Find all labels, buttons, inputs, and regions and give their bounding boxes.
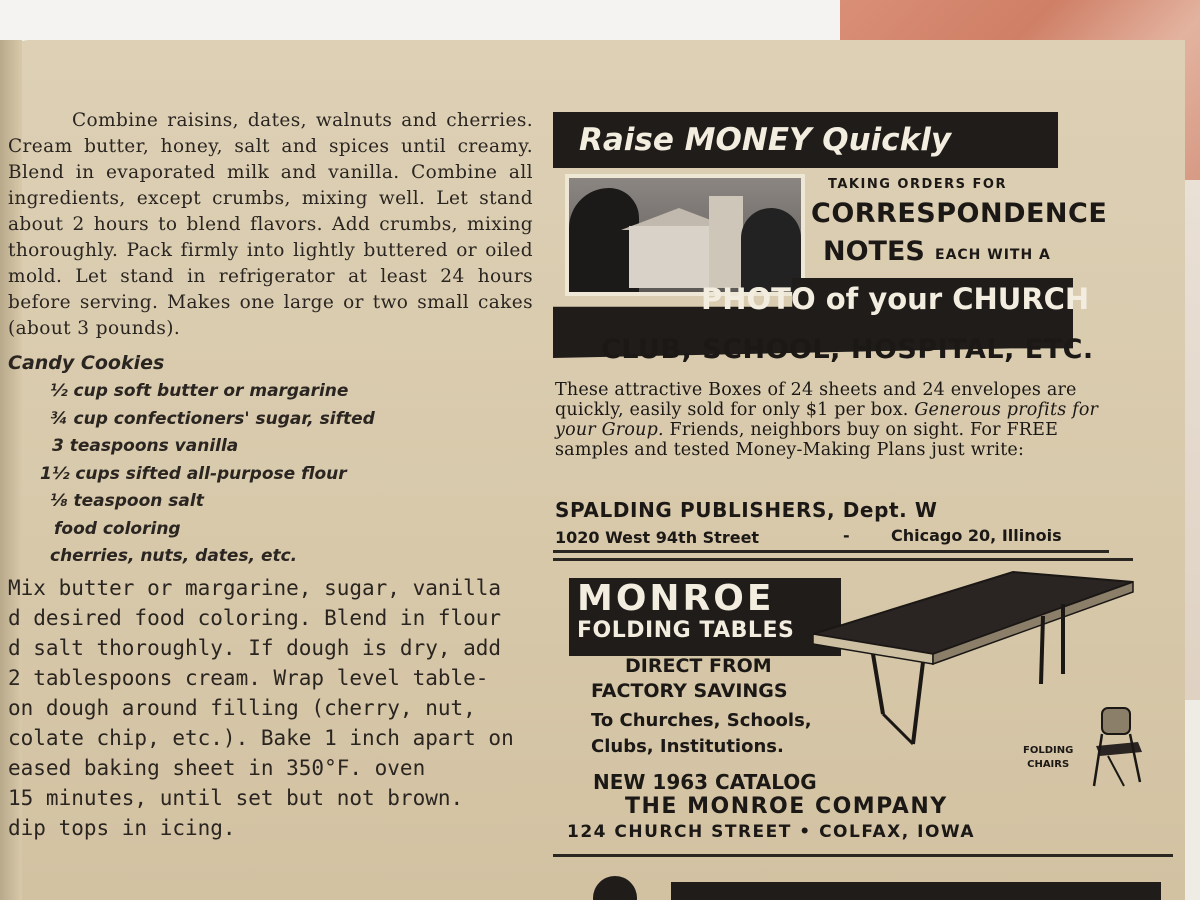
method-line: dip tops in icing. <box>8 815 236 840</box>
divider-rule <box>553 854 1173 857</box>
monroe-brand: MONROE <box>577 578 775 619</box>
method-line: on dough around filling (cherry, nut, <box>8 695 476 720</box>
company-address: 124 CHURCH STREET • COLFAX, IOWA <box>567 822 976 842</box>
method-line: colate chip, etc.). Bake 1 inch apart on <box>8 725 514 750</box>
notes-text: NOTES <box>823 236 925 267</box>
ingredient-item: food coloring <box>54 518 181 539</box>
recipe-title: Candy Cookies <box>8 352 165 374</box>
method-line: eased baking sheet in 350°F. oven <box>8 755 426 780</box>
photo-of-church-text: PHOTO of your CHURCH <box>701 282 1090 316</box>
method-line: d desired food coloring. Blend in flour <box>8 605 502 630</box>
ingredient-list <box>8 378 533 571</box>
publisher-name: SPALDING PUBLISHERS, Dept. W <box>555 498 938 522</box>
ingredient-item: ⅛ teaspoon salt <box>50 491 204 511</box>
direct-from-text: DIRECT FROM <box>625 655 772 677</box>
divider-rule <box>553 550 1109 553</box>
ad-body-text: These attractive Boxes of 24 sheets and 24 envelopes are quickly, easily sold for only $1 per box. Generous profits for your Group. Friends, neighbors buy on sight. For FREE samples and tested Money-Making Plans just write: <box>555 380 1099 460</box>
folding-tables-text: FOLDING TABLES <box>577 618 795 643</box>
method-line: Mix butter or margarine, sugar, vanilla <box>8 575 502 600</box>
audience-line-2: Clubs, Institutions. <box>591 736 784 757</box>
folding-chair-illustration <box>1088 702 1148 788</box>
method-line: d salt thoroughly. If dough is dry, add <box>8 635 502 660</box>
correspondence-text: CORRESPONDENCE <box>811 198 1108 229</box>
method-line: 15 minutes, until set but not brown. <box>8 785 464 810</box>
taking-orders-text: TAKING ORDERS FOR <box>828 177 1007 192</box>
cut-off-advertisement <box>553 860 1193 900</box>
ingredient-item: ½ cup soft butter or margarine <box>50 381 349 401</box>
audience-line-1: To Churches, Schools, <box>591 710 812 731</box>
recipe-intro-paragraph: Combine raisins, dates, walnuts and cherries. Cream butter, honey, salt and spices until creamy. Blend in evaporated milk and vanilla. Combine all ingredients, except crumbs, mixing well. Let stand about 2 hours to blend flavors. Add crumbs, mixing thoroughly. Pack firmly into lightly buttered or oiled mold. Let stand in refrigerator at least 24 hours before serving. Makes one large or two small cakes (about 3 pounds). <box>8 110 533 339</box>
company-name: THE MONROE COMPANY <box>625 794 948 819</box>
ingredient-item: 3 teaspoons vanilla <box>52 436 239 456</box>
club-school-text: CLUB, SCHOOL, HOSPITAL, ETC. <box>601 334 1094 365</box>
ingredient-item: cherries, nuts, dates, etc. <box>50 546 298 566</box>
church-notes-advertisement <box>553 112 1113 552</box>
ad-headline: Raise MONEY Quickly <box>553 112 1058 168</box>
monroe-tables-advertisement <box>553 558 1173 858</box>
recipe-method <box>8 573 533 843</box>
method-line: 2 tablespoons cream. Wrap level table- <box>8 665 489 690</box>
church-photo <box>565 174 805 296</box>
folding-chairs-label: FOLDING CHAIRS <box>1023 745 1074 770</box>
divider-rule <box>553 558 1133 561</box>
each-with-text: EACH WITH A <box>935 247 1051 263</box>
address-separator: - <box>843 526 850 545</box>
factory-savings-text: FACTORY SAVINGS <box>591 680 788 702</box>
ingredient-item: 1½ cups sifted all-purpose flour <box>40 463 347 484</box>
publisher-street: 1020 West 94th Street <box>555 528 760 547</box>
ingredient-item: ¾ cup confectioners' sugar, sifted <box>50 408 375 429</box>
recipe-column <box>8 108 533 843</box>
publisher-city: Chicago 20, Illinois <box>891 526 1062 545</box>
catalog-text: NEW 1963 CATALOG <box>593 770 817 794</box>
